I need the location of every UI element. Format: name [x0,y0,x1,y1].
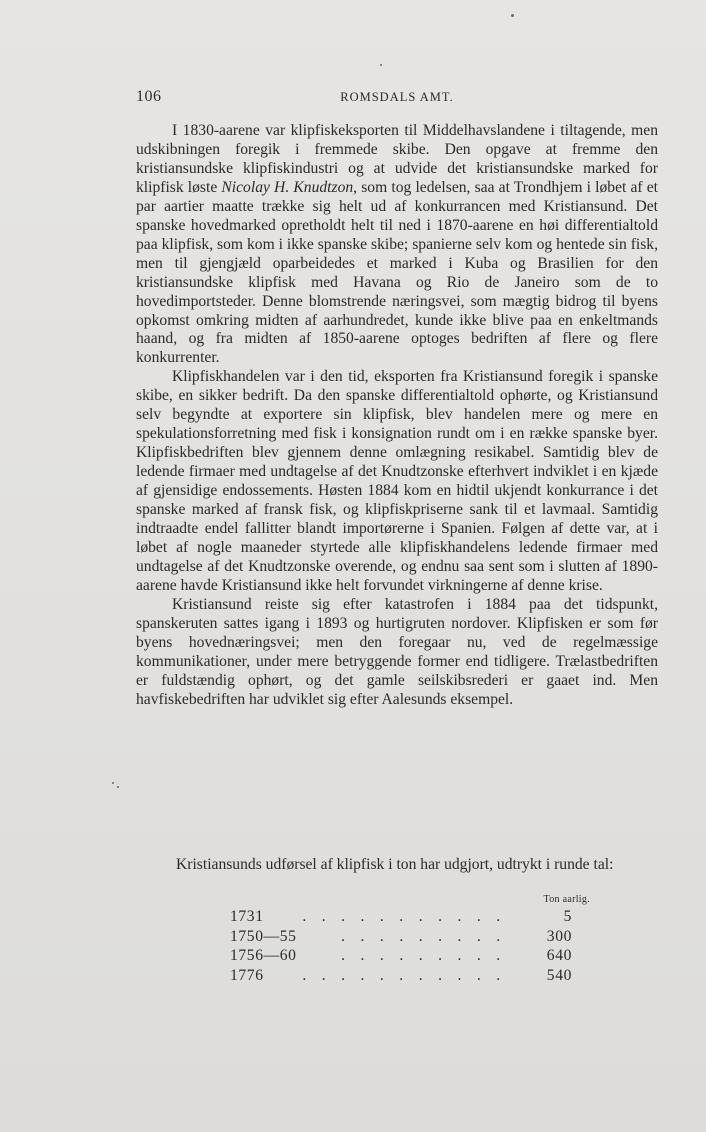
paper-speck [117,786,119,788]
table-row [230,946,572,966]
person-name: Nicolay H. Knudtzon [221,178,354,196]
page-header [136,88,658,110]
paragraph-text: I 1830-aarene var klipfiskeksporten til Middelhavslandene i tiltagende, men udskibningen foregik i fremmede skibe. Den opgave at fremme den kristiansundske klipfiskindustri og at udvide det kristiansundske marked for klipfisk løste [136,122,658,196]
paragraph-text: , som tog ledelsen, saa at Trondhjem i løbet af et par aartier maatte trække sig helt ud af konkurrancen med Kristiansund. Det spanske hovedmarked opretholdt helt til ned i 1870-aarene en høi differentialtold paa klipfisk, som kom i ikke spanske skibe; spanierne selv kom og hentede sin fisk, men til gjengjæld oparbeidedes et marked i Kuba og Brasilien for den kristiansundske klipfisk med Havana og Rio de Janeiro som de to hovedimportsteder. Denne blomstrende næringsvei, som mægtig bidrog til byens opkomst omkring midten af aarhundredet, kunde ikke blive paa en enkeltmands haand, og fra midten af 1850-aarene optoges bedriften af flere og flere konkurrenter. [136,178,659,367]
table-year: 1731 [230,908,264,925]
paper-speck [112,782,114,784]
body-text [136,122,658,710]
table-year: 1750—55 [230,927,297,945]
table-tons: 5 [563,908,572,925]
export-table [230,907,572,985]
table-tons: 540 [546,966,572,984]
dot-leader: . . . . . . . . . . . [302,908,506,925]
page-number: 106 [136,88,162,105]
paper-speck [511,14,514,17]
dot-leader: . . . . . . . . . . . [302,966,506,984]
paper-speck [380,64,382,66]
running-title: ROMSDALS AMT. [340,90,454,104]
table-tons: 640 [546,947,572,964]
table-intro: Kristiansunds udførsel af klipfisk i ton har udgjort, udtrykt i runde tal: [176,856,614,873]
table-year: 1756—60 [230,947,297,964]
paragraph: Kristiansund reiste sig efter katastrofen i 1884 paa det tidspunkt, spanskeruten sattes igang i 1893 og hurtigruten nordover. Klipfisken er som før byens hovednæringsvei; men den foregaar nu, ved de regelmæssige kommunikationer, under mere betryggende former end tidligere. Trælastbedriften er fuldstændig ophørt, og det gamle seilskibsrederi er gaaet ind. Men havfiskebedriften har udviklet sig efter Aalesunds eksempel. [136,595,658,708]
paragraph: Klipfiskhandelen var i den tid, eksporten fra Kristiansund foregik i spanske skibe, en sikker bedrift. Da den spanske differentialtold ophørte, og Kristiansund selv begyndte at exportere sin klipfisk, blev handelen mere og mere en spekulationsforretning med fisk i konsignation rundt om i en række spanske byer. Klipfiskbedriften blev gjennem denne omlægning resikabel. Samtidig blev de ledende firmaer med undtagelse af det Knudtzonske efterhvert indviklet i en kjæde af gjensidige endossements. Høsten 1884 kom en hidtil ukjendt konkurrance i det spanske marked af fransk fisk, og klipfiskpriserne sank til et lavmaal. Samtidig indtraadte endel fallitter blandt importørerne i Spanien. Følgen af dette var, at i løbet af nogle maaneder styrtede alle klipfiskhandelens ledende firmaer med undtagelse af det Knudtzonske overende, og endnu saa sent som i slutten af 1890-aarene havde Kristiansund ikke helt forvundet virkningerne af denne krise. [136,368,658,594]
table-unit-header: Ton aarlig. [543,894,590,905]
table-row [230,907,572,927]
paragraph [136,122,658,368]
dot-leader: . . . . . . . . . [341,927,506,945]
dot-leader: . . . . . . . . . [341,947,506,964]
table-tons: 300 [546,927,572,945]
table-row [230,966,572,986]
table-row [230,927,572,947]
table-year: 1776 [230,966,264,984]
